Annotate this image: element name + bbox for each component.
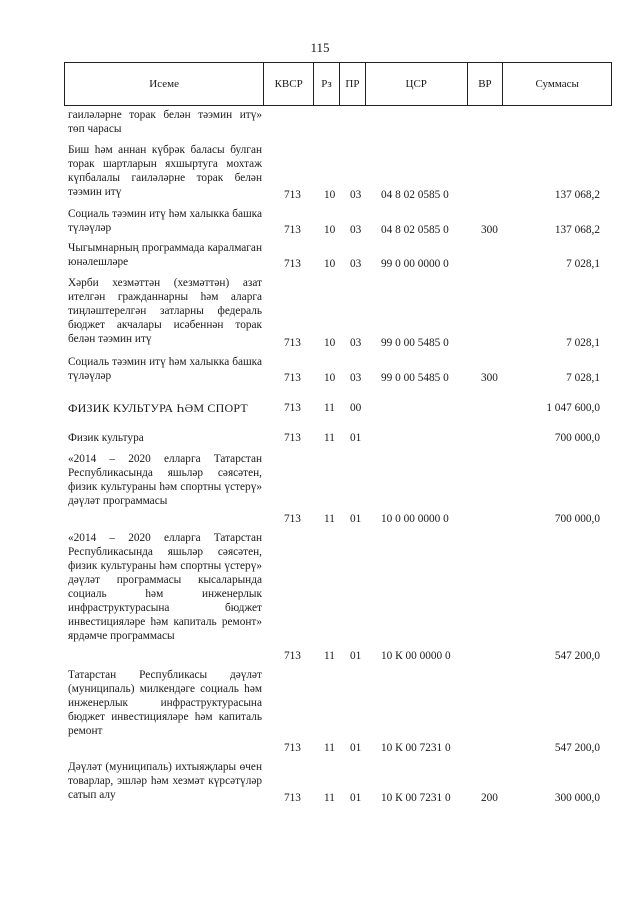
- row-name: Хәрби хезмәттән (хезмәттән) азат ителгән гражданнарны һәм аларга тиңләштерелгән затларны федераль бюджет акчалары исәбеннән торак белән тәэмин итү: [68, 277, 262, 345]
- row-rz: 11: [324, 650, 335, 662]
- row-rz: 11: [324, 432, 335, 444]
- header-sum: Суммасы: [535, 78, 579, 90]
- row-rz: 11: [324, 513, 335, 525]
- row-csr: 99 0 00 5485 0: [381, 337, 449, 349]
- section-heading: ФИЗИК КУЛЬТУРА ҺӘМ СПОРТ: [68, 401, 248, 415]
- row-name: «2014 – 2020 елларга Татарстан Республикасында яшьләр сәясәтен, физик культураны һәм спортны үстерү» дәүләт программасы: [68, 453, 262, 507]
- row-sum: 547 200,0: [554, 742, 600, 754]
- row-name: Биш һәм аннан күбрәк баласы булган торак шартларын яхшыртуга мохтаж күпбалалы гаиләләрне торак белән тәэмин итү: [68, 144, 262, 198]
- row-vr: 300: [481, 372, 498, 384]
- row-rz: 10: [324, 224, 336, 236]
- row-name: Социаль тәэмин итү һәм халыкка башка түләүләр: [68, 208, 262, 234]
- row-pr: 01: [350, 650, 362, 662]
- row-kvsr: 713: [284, 189, 301, 201]
- row-pr: 01: [350, 513, 362, 525]
- row-pr: 03: [350, 337, 362, 349]
- row-kvsr: 713: [284, 337, 301, 349]
- row-csr: 99 0 00 5485 0: [381, 372, 449, 384]
- row-name: гаиләләрне торак белән тәэмин итү» төп чарасы: [68, 109, 262, 135]
- row-csr: 10 К 00 7231 0: [381, 742, 451, 754]
- row-kvsr: 713: [284, 258, 301, 270]
- row-kvsr: 713: [284, 650, 301, 662]
- row-vr: 300: [481, 224, 498, 236]
- row-kvsr: 713: [284, 402, 301, 414]
- row-rz: 11: [324, 792, 335, 804]
- row-rz: 11: [324, 402, 335, 414]
- row-rz: 10: [324, 189, 336, 201]
- row-vr: 200: [481, 792, 498, 804]
- page-number: 115: [310, 40, 330, 55]
- row-name: Татарстан Республикасы дәүләт (муниципаль) милкендәге социаль һәм инженерлык инфраструктурасына бюджет инвестицияләре һәм капиталь ремонт: [68, 669, 262, 737]
- row-csr: 10 К 00 7231 0: [381, 792, 451, 804]
- row-rz: 10: [324, 258, 336, 270]
- row-csr: 04 8 02 0585 0: [381, 224, 449, 236]
- header-vr: ВР: [468, 63, 504, 105]
- row-kvsr: 713: [284, 742, 301, 754]
- row-sum: 7 028,1: [566, 258, 600, 270]
- row-kvsr: 713: [284, 513, 301, 525]
- header-pr: ПР: [340, 63, 366, 105]
- row-sum: 700 000,0: [554, 513, 600, 525]
- row-csr: 04 8 02 0585 0: [381, 189, 449, 201]
- row-rz: 11: [324, 742, 335, 754]
- row-pr: 03: [350, 258, 362, 270]
- row-name: Дәүләт (муниципаль) ихтыяҗлары өчен товарлар, эшләр һәм хезмәт күрсәтүләр сатып алу: [68, 761, 262, 801]
- row-pr: 03: [350, 224, 362, 236]
- row-name: Физик культура: [68, 432, 144, 444]
- header-kvsr: КВСР: [264, 63, 314, 105]
- header-name: Исеме: [65, 63, 264, 105]
- row-name: Социаль тәэмин итү һәм халыкка башка түләүләр: [68, 356, 262, 382]
- row-rz: 10: [324, 372, 336, 384]
- row-csr: 10 0 00 0000 0: [381, 513, 449, 525]
- row-sum: 7 028,1: [566, 337, 600, 349]
- header-csr: ЦСР: [366, 63, 468, 105]
- row-sum: 137 068,2: [554, 224, 600, 236]
- row-kvsr: 713: [284, 372, 301, 384]
- row-sum: 137 068,2: [554, 189, 600, 201]
- row-sum: 547 200,0: [554, 650, 600, 662]
- row-pr: 01: [350, 742, 362, 754]
- row-sum: 700 000,0: [554, 432, 600, 444]
- row-kvsr: 713: [284, 792, 301, 804]
- row-csr: 99 0 00 0000 0: [381, 258, 449, 270]
- row-name: «2014 – 2020 елларга Татарстан Республикасында яшьләр сәясәтен, физик культураны һәм спортны үстерү» дәүләт программасы кысаларында социаль һәм инженерлык инфраструктурасына бюджет инвестицияләре һәм капиталь ремонт» ярдәмче программасы: [68, 532, 262, 642]
- row-csr: 10 К 00 0000 0: [381, 650, 451, 662]
- row-rz: 10: [324, 337, 336, 349]
- row-sum: 7 028,1: [566, 372, 600, 384]
- row-pr: 03: [350, 189, 362, 201]
- row-sum: 300 000,0: [554, 792, 600, 804]
- row-pr: 01: [350, 792, 362, 804]
- row-sum: 1 047 600,0: [546, 402, 600, 414]
- row-kvsr: 713: [284, 432, 301, 444]
- table-header: [64, 62, 612, 106]
- row-pr: 03: [350, 372, 362, 384]
- header-rz: Рз: [314, 63, 340, 105]
- row-kvsr: 713: [284, 224, 301, 236]
- row-pr: 01: [350, 432, 362, 444]
- row-name: Чыгымнарның программада каралмаган юнәлешләре: [68, 242, 262, 268]
- row-pr: 00: [350, 402, 362, 414]
